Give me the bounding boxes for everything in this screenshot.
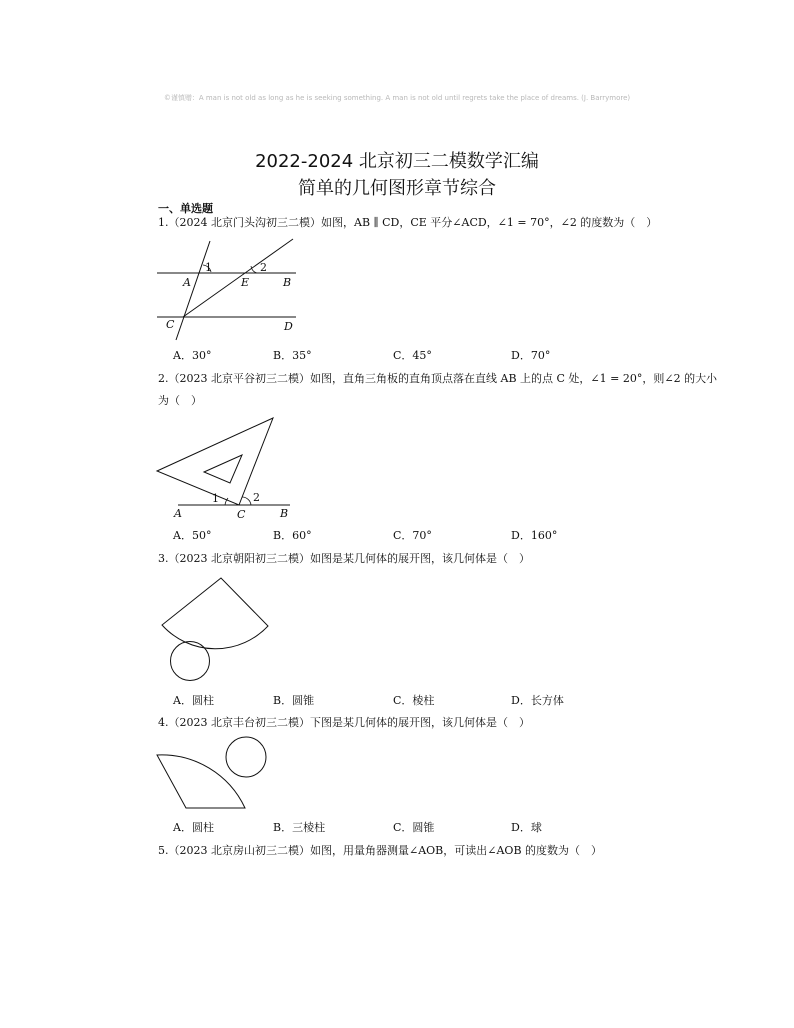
question-source: （2023 北京丰台初三二模） [168, 716, 310, 729]
label-2: 2 [260, 261, 267, 274]
question-text: 如图是某几何体的展开图，该几何体是（ ） [310, 552, 530, 565]
header-quote: ©谨慎赠：A man is not old as long as he is seeking something. A man is not old until regrets take the place of dreams. (J. Barrymore) [163, 94, 631, 102]
question-text: 如图，用量角器测量∠AOB，可读出∠AOB 的度数为（ ） [310, 844, 603, 857]
option-d: D．球 [511, 821, 542, 834]
question-text: 如图，直角三角板的直角顶点落在直线 AB 上的点 C 处，∠1 = 20°，则∠2 的大小为（ ） [158, 372, 718, 407]
option-d: D．长方体 [511, 694, 564, 707]
option-b: B．60° [273, 529, 312, 542]
label-c: C [237, 508, 246, 521]
option-b: B．三棱柱 [273, 821, 326, 834]
section-heading: 一、单选题 [158, 202, 213, 215]
question-text: 下图是某几何体的展开图，该几何体是（ ） [310, 716, 530, 729]
option-d: D．160° [511, 529, 558, 542]
label-c: C [166, 318, 175, 331]
question-number: 2. [158, 372, 169, 385]
option-a: A．30° [173, 349, 212, 362]
option-c: C．棱柱 [393, 694, 435, 707]
label-2: 2 [253, 491, 260, 504]
question-source: （2023 北京平谷初三二模） [168, 372, 310, 385]
option-c: C．45° [393, 349, 432, 362]
question-text: 如图，AB ∥ CD，CE 平分∠ACD，∠1 = 70°，∠2 的度数为（ ） [321, 216, 658, 229]
base-circle [226, 737, 266, 777]
option-b: B．圆锥 [273, 694, 315, 707]
doc-subtitle: 简单的几何图形章节综合 [298, 178, 496, 199]
option-d: D．70° [511, 349, 551, 362]
question-number: 5. [158, 844, 169, 857]
question-number: 1. [158, 216, 169, 229]
label-d: D [284, 320, 293, 333]
label-1: 1 [205, 261, 212, 274]
doc-title: 2022-2024 北京初三二模数学汇编 [255, 151, 539, 172]
question-source: （2023 北京朝阳初三二模） [168, 552, 310, 565]
sector [157, 755, 245, 808]
question-4-options [173, 819, 733, 835]
option-a: A．50° [173, 529, 212, 542]
question-source: （2023 北京房山初三二模） [168, 844, 310, 857]
label-a: A [183, 276, 191, 289]
question-5 [158, 840, 728, 862]
label-a: A [174, 507, 182, 520]
label-b: B [280, 507, 289, 520]
option-b: B．35° [273, 349, 312, 362]
label-e: E [241, 276, 250, 289]
option-c: C．70° [393, 529, 432, 542]
label-b: B [283, 276, 292, 289]
question-number: 4. [158, 716, 169, 729]
question-source: （2024 北京门头沟初三二模） [168, 216, 321, 229]
label-1: 1 [212, 492, 219, 505]
option-a: A．圆柱 [173, 821, 214, 834]
question-number: 3. [158, 552, 169, 565]
option-a: A．圆柱 [173, 694, 214, 707]
option-c: C．圆锥 [393, 821, 435, 834]
